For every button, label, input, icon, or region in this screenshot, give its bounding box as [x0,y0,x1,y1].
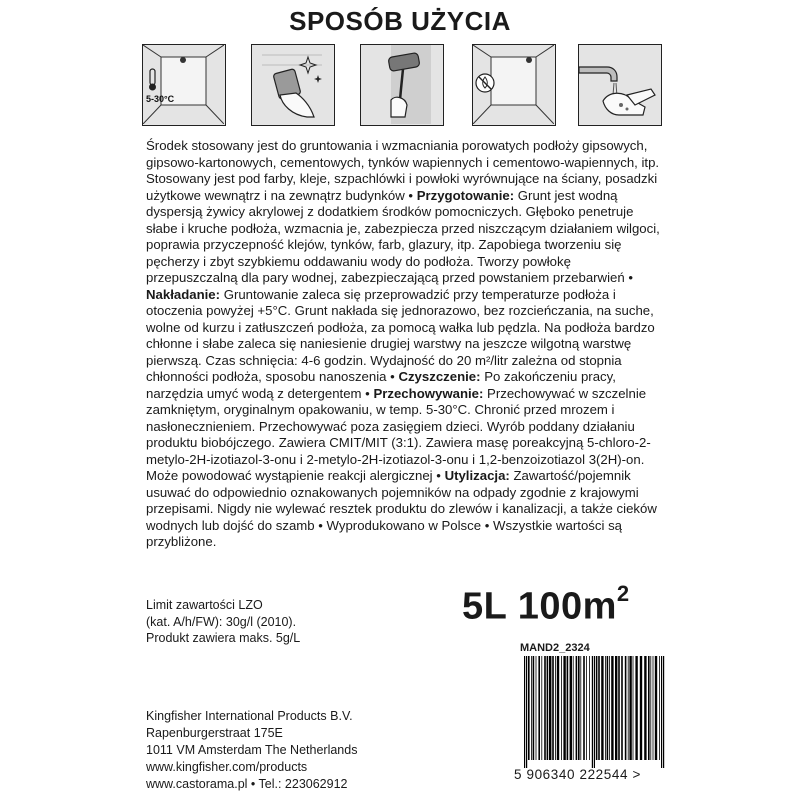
usage-icons-row [142,44,662,126]
page-title: SPOSÓB UŻYCIA [289,6,511,36]
company-name: Kingfisher International Products B.V. [146,709,353,723]
apply-heading: Nakładanie: [146,286,221,302]
dispose-heading: Utylizacja: [444,468,510,483]
product-code: MAND2_2324 [520,642,590,654]
prep-heading: Przygotowanie: [416,187,515,203]
roller-wall-icon [360,44,444,126]
barcode-icon [520,656,670,776]
wash-hands-icon [578,44,662,126]
voc-line-2: (kat. A/h/FW): 30g/l (2010). [146,614,297,629]
clean-heading: Czyszczenie: [398,369,481,384]
company-contact: www.castorama.pl • Tel.: 223062912 [146,777,348,791]
company-website: www.kingfisher.com/products [146,760,308,774]
prep-text: Grunt jest wodną dyspersją żywicy akrylowej z dodatkiem środków pomocniczych. Głęboko penetruje słabe i kruche podłoża, wzmacnia je, zabezpiecza przed niszczącym działaniem wilgoci, poprawia przyczepność klejów, tynków, farb, glazury, itp. Zapobiega tworzeniu się pęcherzy i zbyt szybkiemu oddawaniu wody do podłoża. Tworzy powłokę przepuszczalną dla pary wodnej, zabezpieczającą przed powstaniem przebarwień • [146,187,660,285]
company-city: 1011 VM Amsterdam The Netherlands [146,743,358,757]
intro-text: Środek stosowany jest do gruntowania i wzmacniania porowatych podłoży gipsowych, gipsowo-kartonowych, cementowych, tynków wapiennych i cementowo-wapiennych, itp. Stosowany jest pod farby, kleje, szpachlówki i powłoki wyrównujące na ściany, posadzki użytkowe wewnątrz i na zewnątrz budynków • [146,138,660,203]
sponge-wall-icon [251,44,335,126]
temperature-room-icon [142,44,226,126]
voc-limit-block [146,597,300,647]
company-street: Rapenburgerstraat 175E [146,726,283,740]
volume-superscript: 2 [616,581,630,606]
voc-line-3: Produkt zawiera maks. 5g/L [146,631,301,645]
apply-text: Gruntowanie zaleca się przeprowadzić przy temperaturze podłoża i otoczenia powyżej +5°C. Grunt nakłada się jednorazowo, bez rozcieńczania, na suche, wolne od kurzu i zatłuszczeń podłoża, za pomocą wałka lub pędzla. Na podłoża bardzo chłonne i słabe zaleca się naniesienie drugiej warstwy na jeszcze wilgotną warstwę pierwszą. Czas schnięcia: 4-6 godzin. Wydajność do 20 m²/litr zależna od stopnia chłonności podłoża, sposobu nanoszenia • [146,286,655,384]
dispose-text: Zawartość/pojemnik usuwać do odpowiednio oznakowanych pojemników na odpady zgodnie z krajowymi przepisami. Nigdy nie wylewać resztek produktu do zlewów i kanalizacji, a także cieków wodnych lub dojść do szamb • Wyprodukowano w Polsce • Wszystkie wartości są przybliżone. [146,468,657,549]
company-address [146,708,357,793]
store-text: Przechowywać w szczelnie zamkniętym, oryginalnym opakowaniu, w temp. 5-30°C. Chronić przed mrozem i nasłonecznieniem. Przechowywać poza zasięgiem dzieci. Wyrób poddany działaniu produktu biobójczego. Zawiera CMIT/MIT (3:1). Zawiera masę poreakcyjną 5-chloro-2-metylo-2H-izotiazol-3-onu i 2-metylo-2H-izotiazol-3-onu i 1,2-benzoizotiazol 3(2H)-on. Może powodować wystąpienie reakcji alergicznej • [146,385,651,483]
temperature-label: 5-30°C [146,94,175,104]
volume-main: 5L 100m [462,585,617,628]
clean-text: Po zakończeniu pracy, narzędzia umyć wodą z detergentem • [146,369,616,401]
no-fire-room-icon [472,44,556,126]
usage-instructions-text [146,138,666,551]
barcode-digits: 5 906340 222544 > [514,767,641,782]
store-heading: Przechowywanie: [373,385,484,401]
volume-coverage [462,581,630,629]
voc-line-1: Limit zawartości LZO [146,598,263,612]
